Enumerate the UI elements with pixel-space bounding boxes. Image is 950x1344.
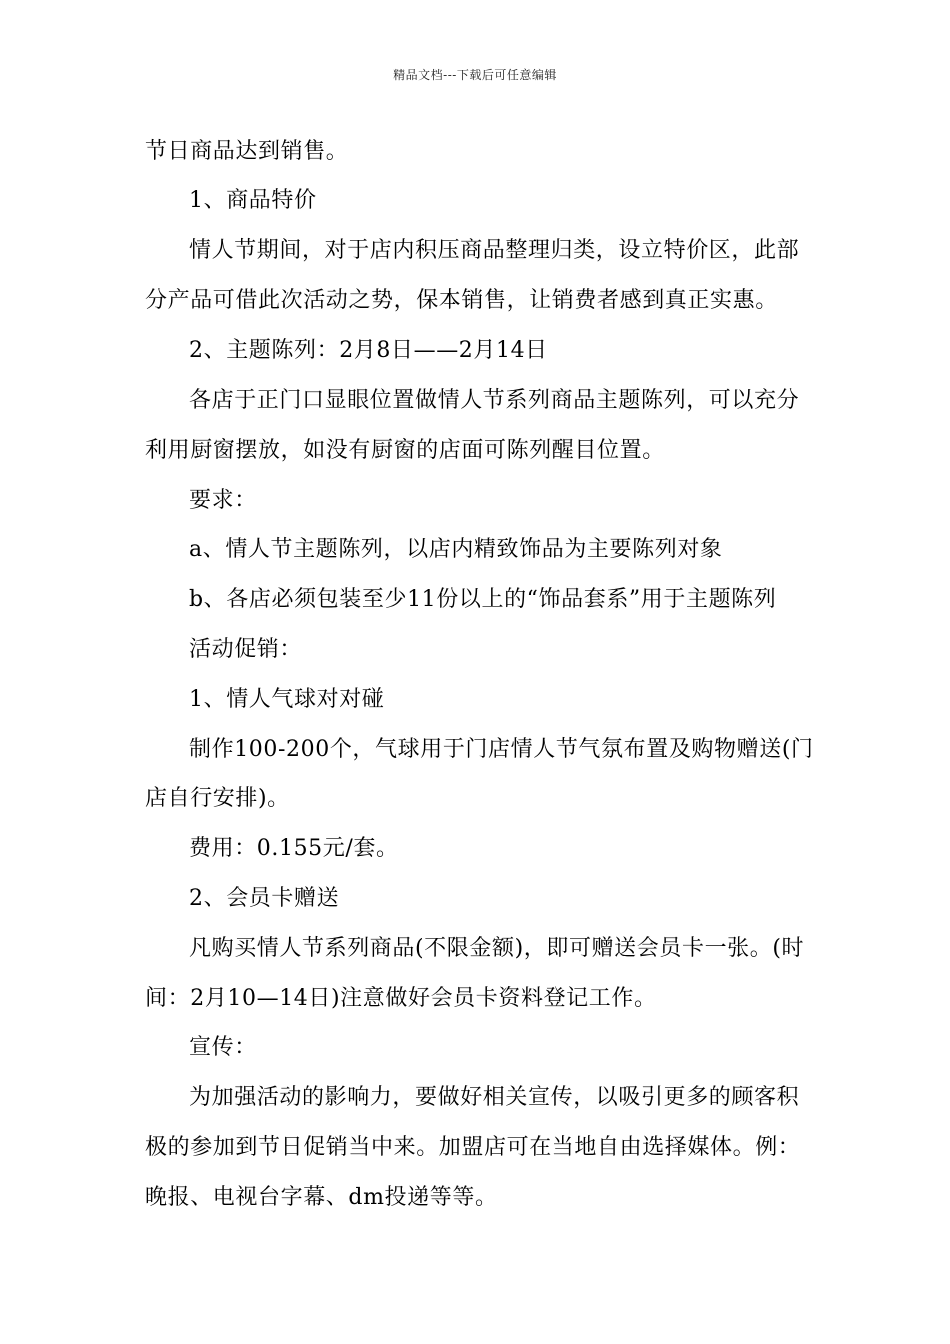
paragraph-line: 分产品可借此次活动之势，保本销售，让销费者感到真正实惠。 bbox=[145, 288, 778, 313]
list-item: a、情人节主题陈列，以店内精致饰品为主要陈列对象 bbox=[189, 537, 723, 562]
paragraph-line: 晚报、电视台字幕、dm投递等等。 bbox=[145, 1185, 498, 1210]
paragraph-line: 利用厨窗摆放，如没有厨窗的店面可陈列醒目位置。 bbox=[145, 438, 665, 463]
section-heading: 2、主题陈列：2月8日——2月14日 bbox=[189, 338, 548, 363]
page-header: 精品文档---下载后可任意编辑 bbox=[393, 68, 557, 82]
section-heading: 2、会员卡赠送 bbox=[189, 886, 340, 911]
paragraph-line: 费用：0.155元/套。 bbox=[189, 836, 399, 861]
paragraph-line: 凡购买情人节系列商品(不限金额)，即可赠送会员卡一张。(时 bbox=[189, 936, 805, 961]
subheading: 要求： bbox=[189, 488, 257, 513]
paragraph-line: 各店于正门口显眼位置做情人节系列商品主题陈列，可以充分 bbox=[189, 388, 800, 413]
text-line: 节日商品达到销售。 bbox=[145, 139, 349, 164]
paragraph-line: 制作100-200个，气球用于门店情人节气氛布置及购物赠送(门 bbox=[189, 737, 814, 762]
section-heading: 1、情人气球对对碰 bbox=[189, 687, 385, 712]
paragraph-line: 极的参加到节日促销当中来。加盟店可在当地自由选择媒体。例： bbox=[145, 1135, 801, 1160]
subheading: 宣传： bbox=[189, 1035, 257, 1060]
paragraph-line: 店自行安排)。 bbox=[145, 786, 290, 811]
paragraph-line: 间：2月10—14日)注意做好会员卡资料登记工作。 bbox=[145, 986, 657, 1011]
paragraph-line: 情人节期间，对于店内积压商品整理归类，设立特价区，此部 bbox=[189, 238, 800, 263]
list-item: b、各店必须包装至少11份以上的“饰品套系”用于主题陈列 bbox=[189, 587, 777, 612]
section-heading: 1、商品特价 bbox=[189, 188, 317, 213]
paragraph-line: 为加强活动的影响力，要做好相关宣传，以吸引更多的顾客积 bbox=[189, 1085, 800, 1110]
subheading: 活动促销： bbox=[189, 637, 303, 662]
